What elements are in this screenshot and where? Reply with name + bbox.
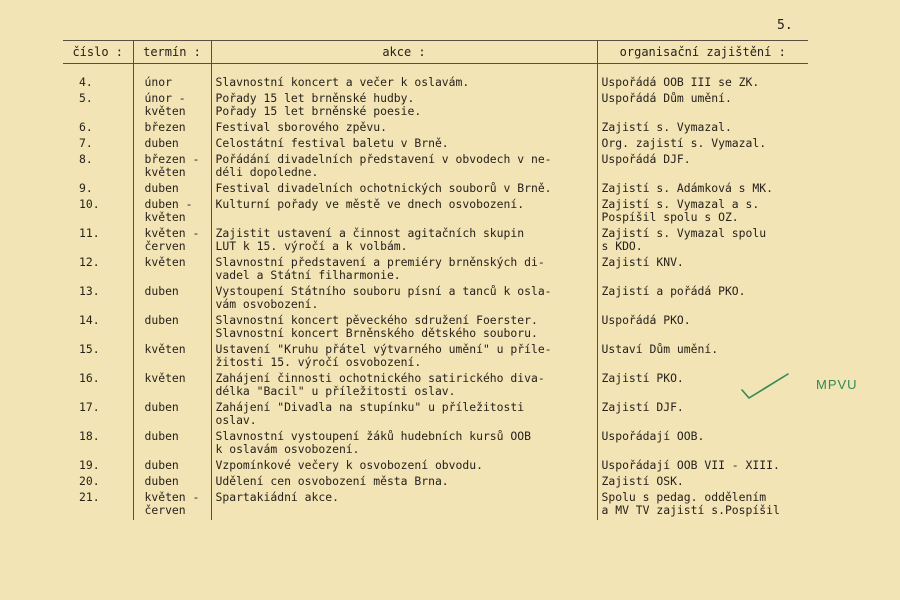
row-action: Vystoupení Státního souboru písní a tanců k osla- vám osvobození. [211,285,597,314]
row-organisation: Uspořádá DJF. [597,153,808,182]
row-organisation: Uspořádá Dům umění. [597,92,808,121]
table-row [63,343,808,372]
row-number: 16. [79,372,100,385]
header-akce: akce : [211,41,597,64]
row-action: Ustavení "Kruhu přátel výtvarného umění" u příle- žitosti 15. výročí osvobození. [211,343,597,372]
row-number: 15. [79,343,100,356]
row-number: 6. [79,121,93,134]
row-number: 10. [79,198,100,211]
row-action: Slavnostní vystoupení žáků hudebních kursů OOB k oslavám osvobození. [211,430,597,459]
row-number: 5. [79,92,93,105]
row-number: 17. [79,401,100,414]
row-action: Slavnostní koncert pěveckého sdružení Foerster. Slavnostní koncert Brněnského dětského souboru. [211,314,597,343]
table-row [63,401,808,430]
row-organisation: Spolu s pedag. oddělením a MV TV zajistí s.Pospíšil [597,491,808,520]
table-row [63,491,808,520]
row-action: Kulturní pořady ve městě ve dnech osvobození. [211,198,597,227]
row-term: duben [133,430,211,459]
row-action: Zajistit ustavení a činnost agitačních skupin LUT k 15. výročí a k volbám. [211,227,597,256]
row-term: duben [133,182,211,198]
row-term: březen - květen [133,153,211,182]
row-number: 11. [79,227,100,240]
row-number: 21. [79,491,100,504]
row-organisation: Zajistí s. Vymazal. [597,121,808,137]
row-organisation: Zajistí KNV. [597,256,808,285]
row-term: duben [133,285,211,314]
row-number: 4. [79,76,93,89]
table-row [63,314,808,343]
row-number: 12. [79,256,100,269]
row-term: duben [133,137,211,153]
row-action: Spartakiádní akce. [211,491,597,520]
row-organisation: Zajistí PKO. [597,372,808,401]
row-term: březen [133,121,211,137]
row-term: duben [133,401,211,430]
row-term: květen [133,343,211,372]
row-organisation: Zajistí s. Vymazal a s. Pospíšil spolu s OZ. [597,198,808,227]
row-number: 14. [79,314,100,327]
row-action: Celostátní festival baletu v Brně. [211,137,597,153]
row-term: květen [133,372,211,401]
table-row [63,153,808,182]
row-term: únor - květen [133,92,211,121]
row-term: květen - červen [133,227,211,256]
table-row [63,76,808,92]
header-gap [63,64,808,77]
row-number: 9. [79,182,93,195]
table-row [63,285,808,314]
row-organisation: Uspořádají OOB VII - XIII. [597,459,808,475]
row-term: duben - květen [133,198,211,227]
handwritten-annotation: MPVU [816,377,858,392]
row-organisation: Zajistí a pořádá PKO. [597,285,808,314]
row-organisation: Zajistí OSK. [597,475,808,491]
table-row [63,137,808,153]
table-row [63,92,808,121]
table-row [63,459,808,475]
row-organisation: Uspořádá OOB III se ZK. [597,76,808,92]
header-cislo: číslo : [63,41,133,64]
table-row [63,430,808,459]
row-number: 7. [79,137,93,150]
page-number: 5. [777,18,793,33]
row-action: Pořádání divadelních představení v obvodech v ne- déli dopoledne. [211,153,597,182]
row-number: 13. [79,285,100,298]
row-number: 8. [79,153,93,166]
row-term: duben [133,475,211,491]
row-organisation: Uspořádají OOB. [597,430,808,459]
row-term: duben [133,459,211,475]
row-action: Slavnostní představení a premiéry brněnských di- vadel a Státní filharmonie. [211,256,597,285]
row-action: Festival divadelních ochotnických souborů v Brně. [211,182,597,198]
row-action: Zahájení činnosti ochotnického satirického diva- délka "Bacil" u příležitosti oslav. [211,372,597,401]
row-organisation: Ustaví Dům umění. [597,343,808,372]
row-action: Pořady 15 let brněnské hudby. Pořady 15 let brněnské poesie. [211,92,597,121]
row-action: Vzpomínkové večery k osvobození obvodu. [211,459,597,475]
header-termin: termín : [133,41,211,64]
header-organisace: organisační zajištění : [597,41,808,64]
table-row [63,227,808,256]
table-row [63,372,808,401]
row-action: Slavnostní koncert a večer k oslavám. [211,76,597,92]
table-row [63,198,808,227]
row-number: 18. [79,430,100,443]
row-organisation: Uspořádá PKO. [597,314,808,343]
row-action: Festival sborového zpěvu. [211,121,597,137]
table-row [63,475,808,491]
row-number: 20. [79,475,100,488]
row-term: květen - červen [133,491,211,520]
row-organisation: Zajistí DJF. [597,401,808,430]
table-row [63,256,808,285]
table-row [63,121,808,137]
row-action: Udělení cen osvobození města Brna. [211,475,597,491]
row-organisation: Zajistí s. Vymazal spolu s KDO. [597,227,808,256]
row-organisation: Org. zajistí s. Vymazal. [597,137,808,153]
row-term: květen [133,256,211,285]
row-term: duben [133,314,211,343]
row-term: únor [133,76,211,92]
events-table [63,40,808,520]
row-action: Zahájení "Divadla na stupínku" u příležitosti oslav. [211,401,597,430]
table-row [63,182,808,198]
row-number: 19. [79,459,100,472]
row-organisation: Zajistí s. Adámková s MK. [597,182,808,198]
table-header-row [63,41,808,64]
